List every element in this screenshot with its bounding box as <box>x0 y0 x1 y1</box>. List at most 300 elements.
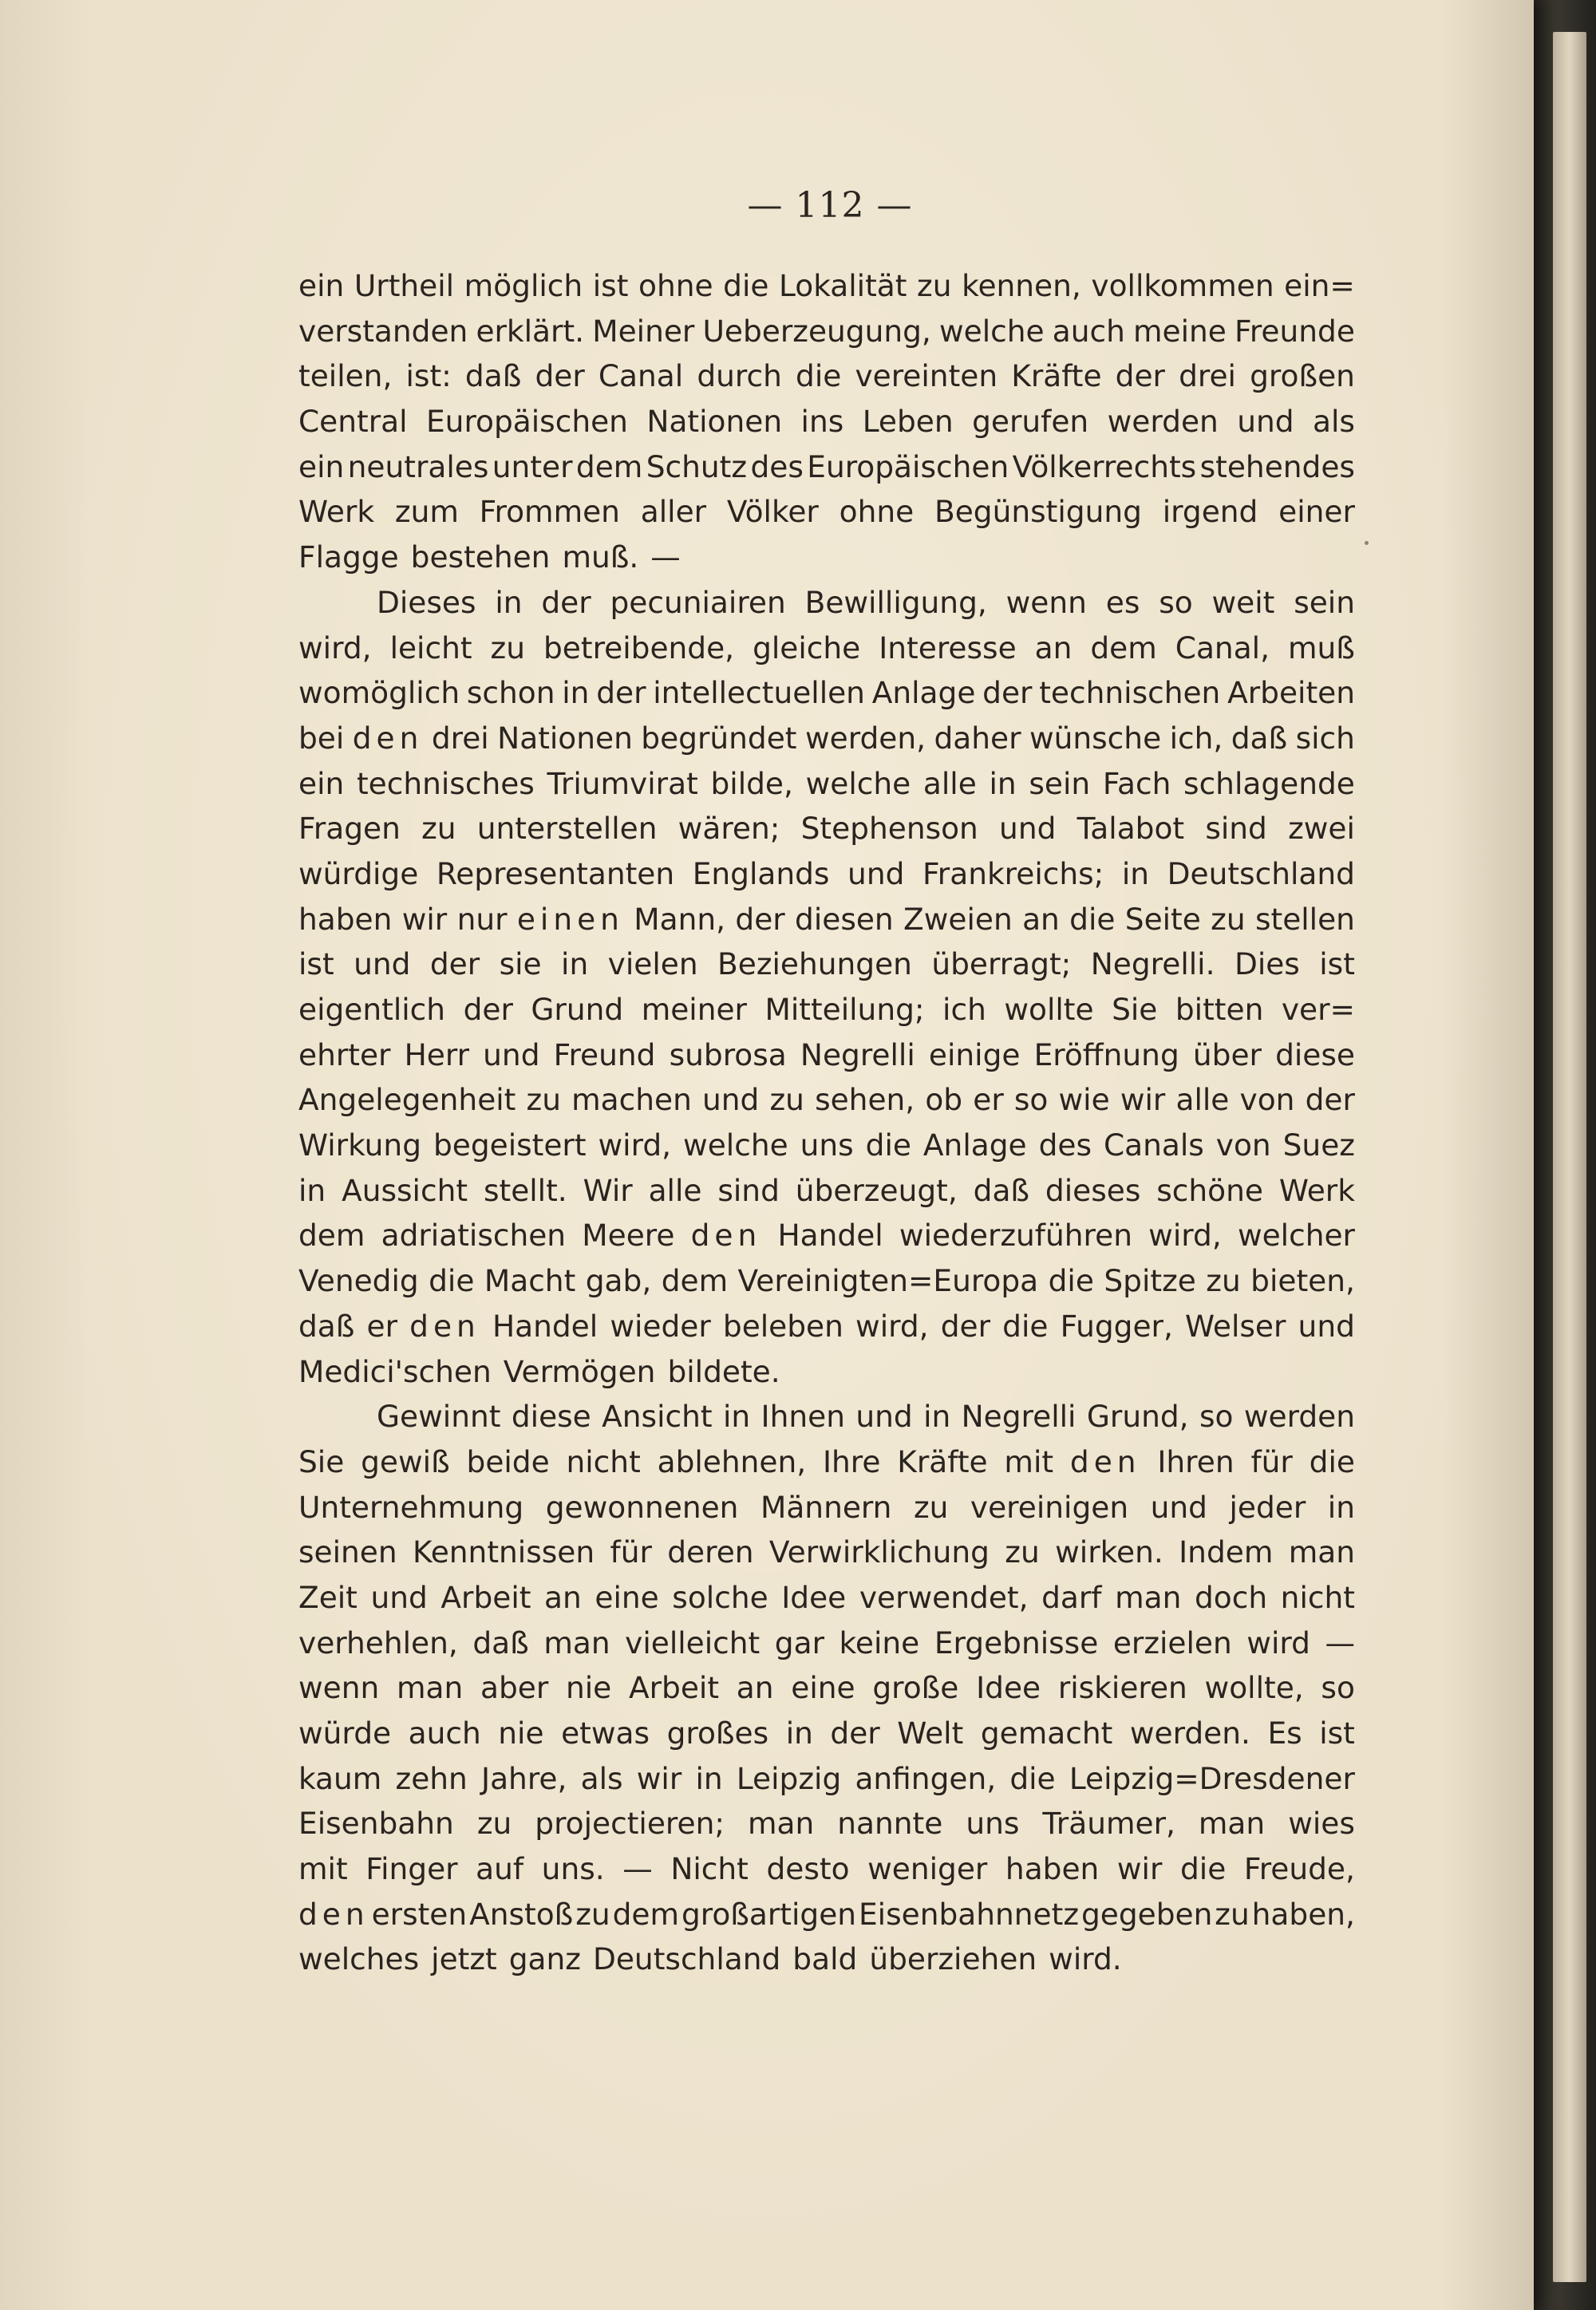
word: und <box>483 1037 540 1072</box>
word: Macht <box>484 1263 576 1299</box>
word: technischen <box>1039 675 1221 711</box>
word: ist <box>592 268 629 303</box>
word: Stephenson <box>800 811 978 847</box>
word: diese <box>1275 1037 1355 1072</box>
word: wieder <box>610 1308 711 1344</box>
word: gab, <box>585 1263 652 1299</box>
word: Freund <box>553 1037 656 1072</box>
word: Lokalität <box>779 268 907 303</box>
word: Englands <box>692 855 830 891</box>
word: erklärt. <box>476 313 585 349</box>
word: wünsche <box>1029 720 1162 756</box>
word: Ansicht <box>602 1399 713 1435</box>
word: Gewinnt <box>377 1399 501 1435</box>
word: Dies <box>1234 946 1300 982</box>
word: wird <box>1246 1625 1310 1660</box>
word: Leipzig=Dresdener <box>1069 1760 1355 1796</box>
word: Grund <box>531 992 624 1027</box>
word: unter <box>492 448 573 484</box>
text-line <box>298 1213 1355 1258</box>
text-line <box>298 489 1355 535</box>
word: alle <box>1175 1082 1230 1118</box>
word: — <box>622 1851 653 1887</box>
word: daß <box>464 358 522 394</box>
word: ob <box>925 1082 963 1118</box>
word: wollte, <box>1204 1670 1304 1706</box>
word: muß <box>1288 630 1355 665</box>
word: bilde, <box>710 765 793 801</box>
text-line <box>298 1711 1355 1756</box>
word: Handel <box>492 1308 598 1344</box>
word: Ihnen <box>760 1399 845 1435</box>
word: mit <box>1004 1443 1054 1479</box>
body-text <box>298 263 1355 1982</box>
word: an <box>736 1670 774 1706</box>
word: des <box>1038 1127 1092 1163</box>
word: haben <box>298 901 393 937</box>
word: wird, <box>1148 1218 1222 1254</box>
word: machen <box>571 1082 692 1118</box>
word: welcher <box>1237 1218 1355 1254</box>
word: Grund, <box>1086 1399 1189 1435</box>
text-line <box>298 1033 1355 1078</box>
word: daß <box>973 1172 1030 1208</box>
word: zu <box>1211 901 1246 937</box>
word: Medici'schen <box>298 1353 492 1389</box>
word: bei <box>298 720 345 756</box>
next-page-sliver <box>1553 32 1586 2282</box>
word: würdige <box>298 855 419 891</box>
text-line <box>298 1123 1355 1168</box>
word: Ueberzeugung, <box>702 313 931 349</box>
word: große <box>872 1670 959 1706</box>
word: eine <box>791 1670 855 1706</box>
word: ins <box>800 404 844 440</box>
word: zwei <box>1288 811 1355 847</box>
word: Finger <box>365 1851 458 1887</box>
word: — <box>1325 1625 1355 1660</box>
word: meiner <box>641 992 747 1027</box>
word: der <box>463 992 513 1027</box>
word: Völker <box>726 494 819 530</box>
word: uns <box>966 1806 1020 1842</box>
word: drei <box>1179 358 1236 394</box>
word: doch <box>1194 1579 1268 1615</box>
text-line <box>298 580 1355 626</box>
word: Venedig <box>298 1263 419 1299</box>
word: und <box>847 855 905 891</box>
word: Meere <box>582 1218 675 1254</box>
word: vollkommen <box>1091 268 1274 303</box>
word: gegeben <box>1080 1896 1213 1932</box>
word: Negrelli. <box>1090 946 1215 982</box>
text-line <box>298 444 1355 490</box>
text-line <box>298 1258 1355 1304</box>
word: daher <box>934 720 1021 756</box>
word: Eisenbahn <box>298 1806 454 1842</box>
word: desto <box>766 1851 850 1887</box>
word: wird, <box>298 630 372 665</box>
word: für <box>610 1534 652 1570</box>
word: nie <box>566 1670 612 1706</box>
word: wenn <box>1005 584 1087 620</box>
text-line <box>298 1937 1355 1982</box>
word: in <box>722 1399 751 1435</box>
word: zu <box>421 811 456 847</box>
word: den <box>352 720 424 756</box>
word: verwendet, <box>859 1579 1029 1615</box>
word: sie <box>499 946 542 982</box>
word: wird, <box>598 1127 672 1163</box>
word: Aussicht <box>342 1172 468 1208</box>
word: wirken. <box>1055 1534 1163 1570</box>
word: Ihre <box>822 1443 881 1479</box>
text-line <box>298 1394 1355 1439</box>
word: sind <box>1205 811 1267 847</box>
word: zu <box>917 268 952 303</box>
word: Bewilligung, <box>804 584 987 620</box>
word: werden <box>1243 1399 1355 1435</box>
text-line <box>298 1846 1355 1892</box>
word: welche <box>683 1127 788 1163</box>
word: an <box>544 1579 582 1615</box>
word: Suez <box>1282 1127 1355 1163</box>
word: er <box>973 1082 1004 1118</box>
word: Vereinigten=Europa <box>737 1263 1039 1299</box>
word: überzeugt, <box>795 1172 958 1208</box>
word: wollte <box>1004 992 1094 1027</box>
word: werden <box>1107 404 1219 440</box>
word: seinen <box>298 1534 397 1570</box>
word: Canal, <box>1175 630 1270 665</box>
word: den <box>690 1218 762 1254</box>
word: dem <box>575 448 643 484</box>
text-line <box>298 716 1355 761</box>
word: gleiche <box>753 630 861 665</box>
word: wir <box>636 1760 682 1796</box>
word: Triumvirat <box>547 765 698 801</box>
word: Verwirklichung <box>768 1534 990 1570</box>
word: adriatischen <box>381 1218 567 1254</box>
word: ohne <box>638 268 713 303</box>
word: Vermögen <box>503 1353 656 1389</box>
word: der <box>541 584 591 620</box>
word: eine <box>595 1579 659 1615</box>
word: Canal <box>598 358 684 394</box>
word: Mitteilung; <box>764 992 925 1027</box>
word: Kräfte <box>897 1443 988 1479</box>
word: in <box>1327 1489 1355 1525</box>
word: deren <box>667 1534 754 1570</box>
text-line <box>298 1168 1355 1214</box>
word: solche <box>672 1579 768 1615</box>
word: Leipzig <box>736 1760 842 1796</box>
word: man <box>1198 1806 1266 1842</box>
word: des <box>750 448 804 484</box>
word: Eisenbahnnetz <box>858 1896 1080 1932</box>
word: über <box>1192 1037 1262 1072</box>
word: Nicht <box>670 1851 749 1887</box>
word: dem <box>661 1263 729 1299</box>
word: großen <box>1250 358 1355 394</box>
word: Representanten <box>436 855 675 891</box>
word: Nationen <box>646 404 783 440</box>
word: ganz <box>508 1941 581 1977</box>
text-line <box>298 309 1355 354</box>
word: wird. <box>1049 1941 1122 1977</box>
word: in <box>298 1172 326 1208</box>
word: überragt; <box>931 946 1072 982</box>
word: einen <box>516 901 624 937</box>
word: Anstoß <box>469 1896 574 1932</box>
word: als <box>580 1760 623 1796</box>
word: ist <box>298 946 334 982</box>
word: der <box>596 675 646 711</box>
word: dieses <box>1045 1172 1141 1208</box>
word: verhehlen, <box>298 1625 458 1660</box>
word: Mann, <box>634 901 726 937</box>
word: Arbeit <box>440 1579 531 1615</box>
word: und <box>702 1082 760 1118</box>
word: die <box>1179 1851 1227 1887</box>
word: auf <box>476 1851 524 1887</box>
word: mit <box>298 1851 348 1887</box>
word: die <box>796 358 842 394</box>
word: stellt. <box>483 1172 567 1208</box>
word: schon <box>466 675 555 711</box>
word: in <box>695 1760 723 1796</box>
word: neutrales <box>347 448 489 484</box>
word: Urtheil <box>354 268 455 303</box>
word: teilen, <box>298 358 393 394</box>
word: überziehen <box>869 1941 1037 1977</box>
word: Deutschland <box>592 1941 781 1977</box>
word: der <box>1115 358 1165 394</box>
text-line <box>298 1665 1355 1711</box>
word: den <box>409 1308 480 1344</box>
text-line <box>298 806 1355 851</box>
word: Anlage <box>922 1127 1027 1163</box>
word: Canals <box>1103 1127 1204 1163</box>
word: verstanden <box>298 313 468 349</box>
word: Leben <box>862 404 954 440</box>
word: ein <box>298 448 345 484</box>
word: und <box>354 946 411 982</box>
word: Talabot <box>1077 811 1185 847</box>
word: zum <box>394 494 459 530</box>
text-line <box>298 1621 1355 1666</box>
word: Fach <box>1102 765 1171 801</box>
word: ver= <box>1281 992 1355 1027</box>
word: die <box>1069 901 1116 937</box>
word: haben, <box>1251 1896 1355 1932</box>
word: projectieren; <box>535 1806 725 1842</box>
word: Dieses <box>377 584 476 620</box>
word: Kenntnissen <box>413 1534 595 1570</box>
word: zehn <box>395 1760 468 1796</box>
word: Europäischen <box>807 448 1009 484</box>
word: Europäischen <box>425 404 628 440</box>
word: kennen, <box>962 268 1081 303</box>
word: nie <box>498 1716 544 1751</box>
word: und <box>1150 1489 1207 1525</box>
word: den <box>1069 1443 1141 1479</box>
word: pecuniairen <box>610 584 786 620</box>
text-line <box>298 1801 1355 1846</box>
word: wären; <box>678 811 780 847</box>
word: ersten <box>371 1896 468 1932</box>
word: und <box>1298 1308 1355 1344</box>
word: Zweien <box>903 901 1013 937</box>
word: in <box>561 946 589 982</box>
word: bestehen <box>410 539 551 575</box>
word: als <box>1313 404 1355 440</box>
text-line <box>298 942 1355 987</box>
word: und <box>999 811 1057 847</box>
word: weniger <box>867 1851 988 1887</box>
word: ich, <box>1169 720 1223 756</box>
word: werden. <box>1129 1716 1250 1751</box>
word: großartigen <box>681 1896 857 1932</box>
word: — <box>650 539 681 575</box>
word: würde <box>298 1716 392 1751</box>
word: Werk <box>1278 1172 1355 1208</box>
word: wenn <box>298 1670 380 1706</box>
word: betreibende, <box>543 630 735 665</box>
word: haben <box>1005 1851 1100 1887</box>
word: ein <box>298 765 345 801</box>
word: bald <box>792 1941 858 1977</box>
word: auch <box>1052 313 1125 349</box>
word: Freude, <box>1243 1851 1355 1887</box>
text-line <box>298 897 1355 942</box>
word: vereinigen <box>970 1489 1129 1525</box>
word: wie <box>1058 1082 1110 1118</box>
word: so <box>1159 584 1193 620</box>
word: unterstellen <box>476 811 658 847</box>
word: Herr <box>404 1037 470 1072</box>
word: ein <box>298 268 345 303</box>
word: wir <box>1116 1851 1163 1887</box>
word: ich <box>942 992 986 1027</box>
word: die <box>1309 1443 1355 1479</box>
word: sein <box>1294 584 1355 620</box>
word: leicht <box>389 630 472 665</box>
text-line <box>298 353 1355 399</box>
word: Meiner <box>592 313 695 349</box>
word: aber <box>480 1670 549 1706</box>
word: womöglich <box>298 675 460 711</box>
word: daß <box>298 1308 355 1344</box>
word: Männern <box>760 1489 892 1525</box>
word: werden, <box>804 720 926 756</box>
word: welche <box>938 313 1045 349</box>
word: sehen, <box>815 1082 915 1118</box>
text-line <box>298 1077 1355 1123</box>
word: Welt <box>897 1716 964 1751</box>
word: technisches <box>356 765 535 801</box>
word: Träumer, <box>1042 1806 1175 1842</box>
text-line <box>298 399 1355 444</box>
word: Arbeiten <box>1227 675 1355 711</box>
word: bieten, <box>1250 1263 1355 1299</box>
word: der <box>429 946 480 982</box>
word: die <box>1048 1263 1094 1299</box>
word: wir <box>1120 1082 1166 1118</box>
word: bildete. <box>667 1353 780 1389</box>
word: zu <box>1005 1534 1040 1570</box>
word: Eröffnung <box>1033 1037 1179 1072</box>
word: aller <box>640 494 707 530</box>
word: Völkerrechts <box>1012 448 1197 484</box>
word: Schutz <box>646 448 748 484</box>
word: man <box>543 1625 610 1660</box>
word: beide <box>466 1443 550 1479</box>
word: der <box>940 1308 991 1344</box>
word: kaum <box>298 1760 382 1796</box>
word: man <box>1115 1579 1182 1615</box>
word: Deutschland <box>1167 855 1355 891</box>
word: Fragen <box>298 811 401 847</box>
word: nicht <box>566 1443 641 1479</box>
word: zu <box>769 1082 804 1118</box>
word: diesen <box>795 901 894 937</box>
word: ein= <box>1284 268 1355 303</box>
word: nur <box>456 901 508 937</box>
word: an <box>1034 630 1073 665</box>
word: Idee <box>781 1579 847 1615</box>
word: gewiß <box>361 1443 450 1479</box>
word: zu <box>1206 1263 1241 1299</box>
word: gemacht <box>980 1716 1113 1751</box>
word: uns <box>800 1127 854 1163</box>
word: und <box>1237 404 1294 440</box>
text-line <box>298 851 1355 897</box>
word: ehrter <box>298 1037 391 1072</box>
word: dem <box>612 1896 680 1932</box>
word: bitten <box>1175 992 1264 1027</box>
word: schöne <box>1156 1172 1263 1208</box>
text-line <box>298 1439 1355 1485</box>
word: einer <box>1278 494 1355 530</box>
word: es <box>1105 584 1140 620</box>
word: der <box>830 1716 880 1751</box>
word: Nationen <box>497 720 633 756</box>
word: wies <box>1288 1806 1355 1842</box>
word: Wirkung <box>298 1127 421 1163</box>
word: stellen <box>1254 901 1355 937</box>
word: darf <box>1041 1579 1102 1615</box>
word: Negrelli <box>800 1037 915 1072</box>
word: Welser <box>1185 1308 1286 1344</box>
page-number: — 112 — <box>747 185 913 226</box>
word: in <box>785 1716 813 1751</box>
word: und <box>370 1579 428 1615</box>
word: vielen <box>607 946 698 982</box>
word: jeder <box>1229 1489 1306 1525</box>
word: so <box>1199 1399 1234 1435</box>
text-line <box>298 1575 1355 1621</box>
word: zu <box>1215 1896 1250 1932</box>
word: Central <box>298 404 408 440</box>
word: er <box>366 1308 398 1344</box>
text-line <box>298 1485 1355 1530</box>
word: Sie <box>298 1443 345 1479</box>
word: muß. <box>562 539 639 575</box>
word: keine <box>839 1625 920 1660</box>
word: die <box>865 1127 911 1163</box>
word: etwas <box>561 1716 650 1751</box>
